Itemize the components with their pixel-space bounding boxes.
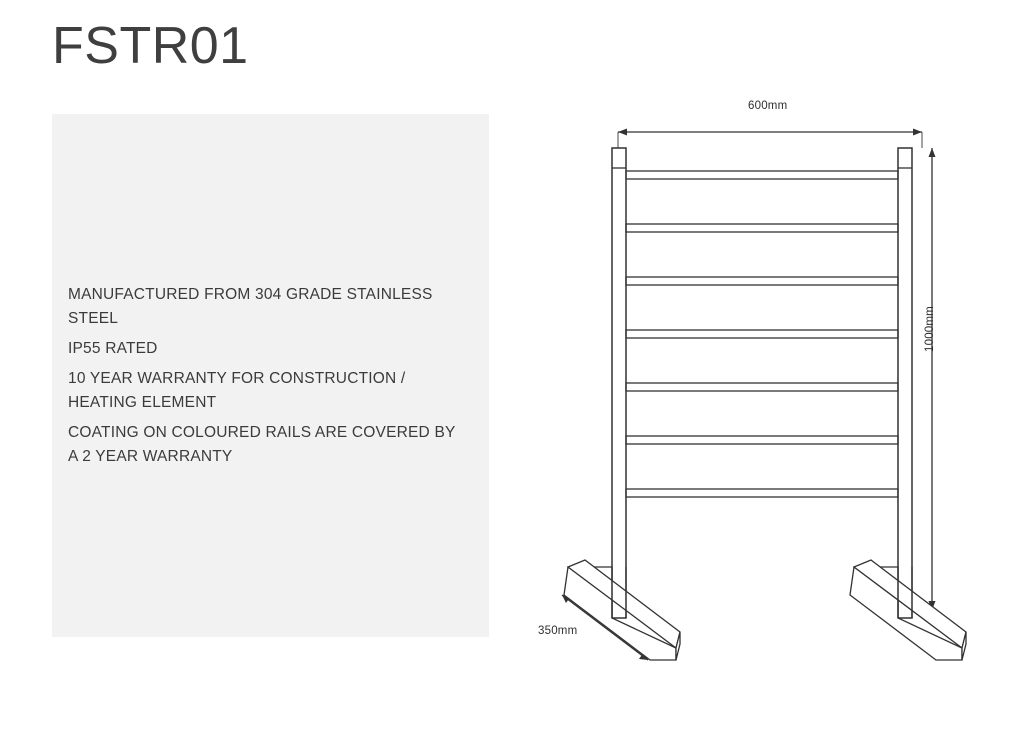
rail-bars: [626, 171, 898, 497]
right-foot: [850, 560, 966, 660]
list-item: MANUFACTURED FROM 304 GRADE STAINLESS STEEL: [68, 286, 433, 327]
right-post: [898, 148, 912, 618]
list-item: COATING ON COLOURED RAILS ARE COVERED BY A 2 YEAR WARRANTY: [68, 424, 456, 465]
depth-dimension-label: 350mm: [538, 625, 578, 637]
list-item: IP55 RATED: [68, 340, 158, 357]
product-technical-drawing: [500, 70, 1020, 690]
specification-list: [68, 283, 468, 475]
towel-rail-svg: [500, 70, 1020, 690]
width-dimension-line: [618, 129, 922, 149]
height-dimension-line: [929, 148, 936, 610]
left-post: [612, 148, 626, 618]
height-dimension-label: 1000mm: [924, 306, 936, 352]
width-dimension-label: 600mm: [748, 100, 788, 112]
list-item: 10 YEAR WARRANTY FOR CONSTRUCTION / HEATING ELEMENT: [68, 370, 406, 411]
page-title: FSTR01: [52, 17, 249, 75]
